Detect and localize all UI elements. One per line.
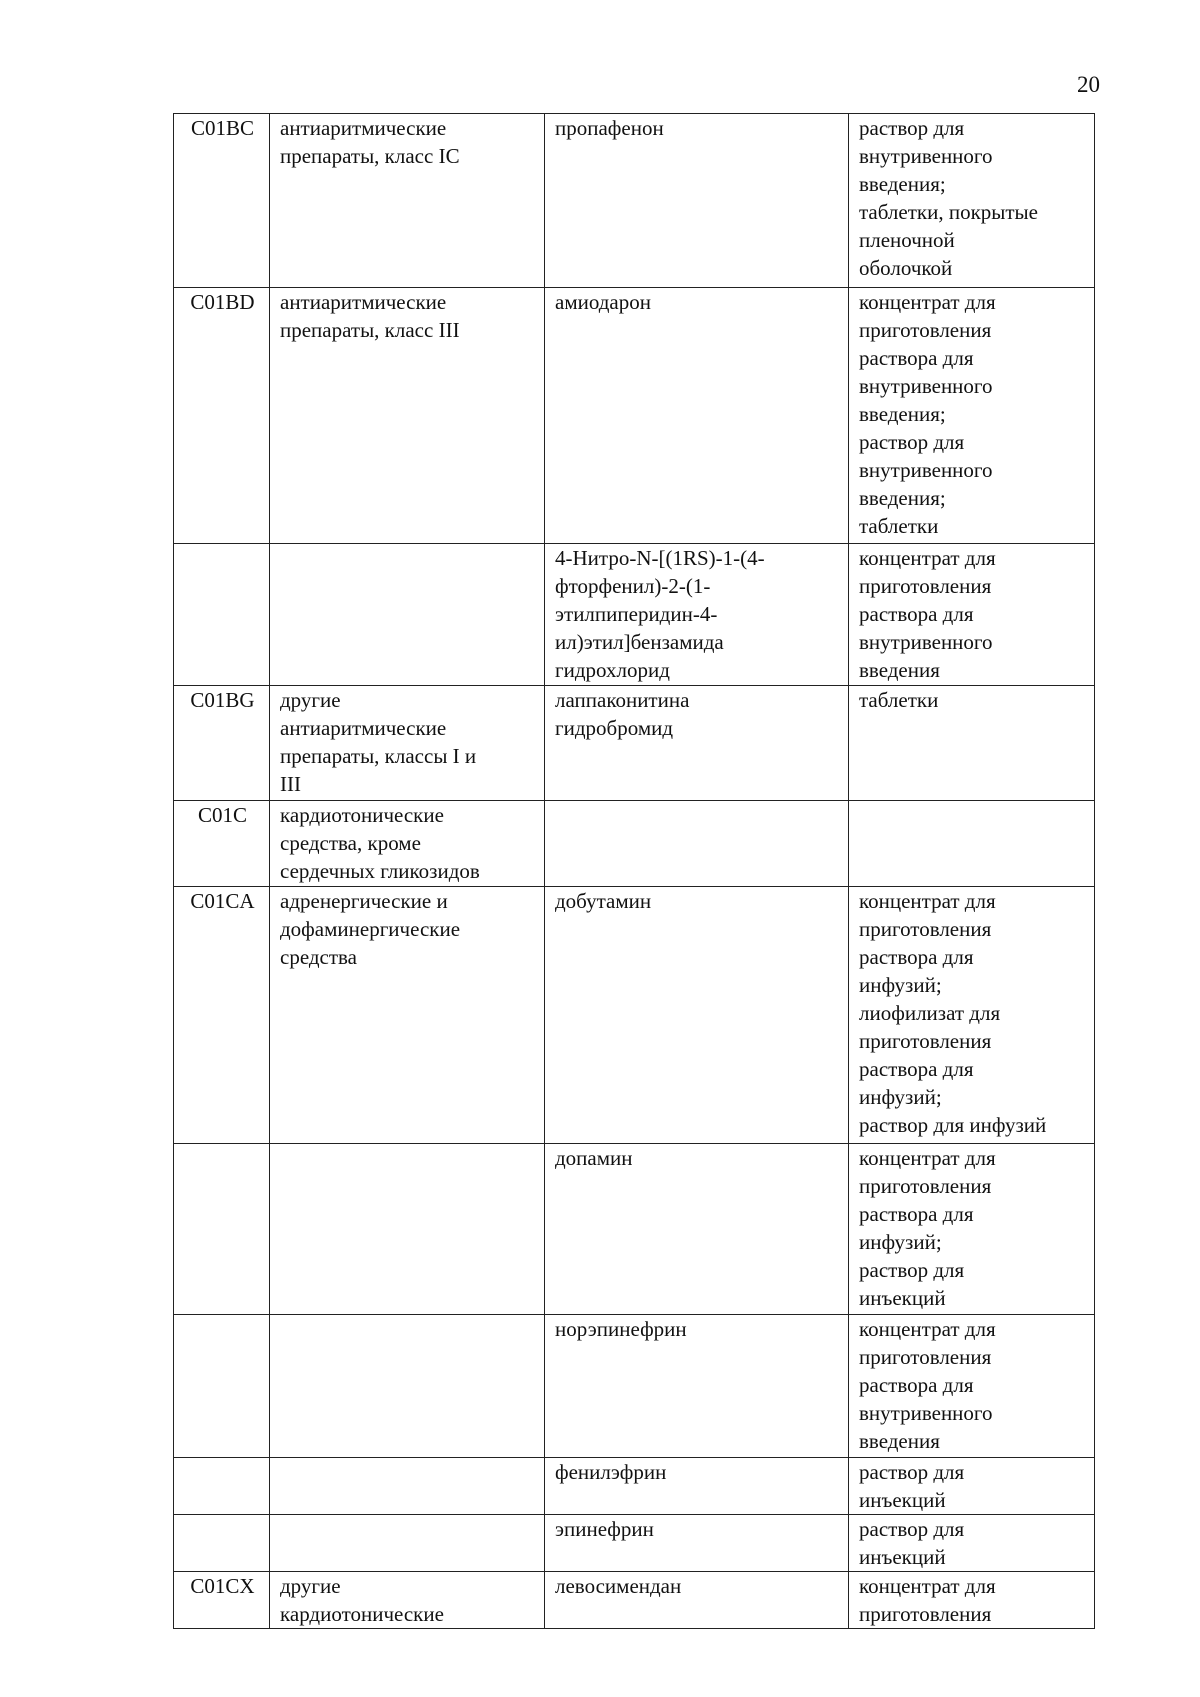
substance: лаппаконитина гидробромид	[545, 686, 849, 801]
table-row	[174, 887, 1095, 1144]
table-row	[174, 1315, 1095, 1458]
dosage-forms: концентрат для приготовления раствора для инфузий; раствор для инъекций	[849, 1144, 1095, 1315]
table-row	[174, 686, 1095, 801]
atc-group	[270, 544, 545, 686]
atc-code: C01CA	[174, 887, 270, 1144]
dosage-forms: концентрат для приготовления раствора для внутривенного введения; раствор для внутривенного введения; таблетки	[849, 288, 1095, 544]
dosage-forms	[849, 801, 1095, 887]
atc-group	[270, 1515, 545, 1572]
table-row	[174, 1572, 1095, 1629]
dosage-forms: таблетки	[849, 686, 1095, 801]
atc-group: антиаритмические препараты, класс IC	[270, 114, 545, 288]
table-row	[174, 1458, 1095, 1515]
table-row	[174, 1515, 1095, 1572]
table-row	[174, 544, 1095, 686]
substance: допамин	[545, 1144, 849, 1315]
atc-code	[174, 544, 270, 686]
atc-code	[174, 1315, 270, 1458]
atc-code: C01BD	[174, 288, 270, 544]
atc-code: C01BC	[174, 114, 270, 288]
dosage-forms: раствор для инъекций	[849, 1458, 1095, 1515]
substance	[545, 801, 849, 887]
dosage-forms: концентрат для приготовления раствора для внутривенного введения	[849, 1315, 1095, 1458]
substance: эпинефрин	[545, 1515, 849, 1572]
dosage-forms: концентрат для приготовления раствора для инфузий; лиофилизат для приготовления раствора для инфузий; раствор для инфузий	[849, 887, 1095, 1144]
atc-code: C01BG	[174, 686, 270, 801]
substance: пропафенон	[545, 114, 849, 288]
atc-code	[174, 1144, 270, 1315]
substance: левосимендан	[545, 1572, 849, 1629]
atc-group	[270, 1144, 545, 1315]
atc-code	[174, 1458, 270, 1515]
atc-group: другие антиаритмические препараты, классы I и III	[270, 686, 545, 801]
dosage-forms: раствор для инъекций	[849, 1515, 1095, 1572]
atc-group: антиаритмические препараты, класс III	[270, 288, 545, 544]
dosage-forms: концентрат для приготовления раствора для внутривенного введения	[849, 544, 1095, 686]
dosage-forms: раствор для внутривенного введения; таблетки, покрытые пленочной оболочкой	[849, 114, 1095, 288]
dosage-forms: концентрат для приготовления	[849, 1572, 1095, 1629]
atc-group: другие кардиотонические	[270, 1572, 545, 1629]
atc-group	[270, 1315, 545, 1458]
atc-group	[270, 1458, 545, 1515]
atc-group: кардиотонические средства, кроме сердечных гликозидов	[270, 801, 545, 887]
atc-code	[174, 1515, 270, 1572]
atc-code: C01C	[174, 801, 270, 887]
substance: фенилэфрин	[545, 1458, 849, 1515]
atc-code: C01CX	[174, 1572, 270, 1629]
substance: амиодарон	[545, 288, 849, 544]
atc-group: адренергические и дофаминергические средства	[270, 887, 545, 1144]
drug-table	[173, 113, 1095, 1629]
table-row	[174, 114, 1095, 288]
page-number: 20	[1077, 72, 1100, 97]
table-row	[174, 801, 1095, 887]
table-row	[174, 288, 1095, 544]
substance: 4-Нитро-N-[(1RS)-1-(4- фторфенил)-2-(1- этилпиперидин-4- ил)этил]бензамида гидрохлорид	[545, 544, 849, 686]
substance: норэпинефрин	[545, 1315, 849, 1458]
table-row	[174, 1144, 1095, 1315]
substance: добутамин	[545, 887, 849, 1144]
